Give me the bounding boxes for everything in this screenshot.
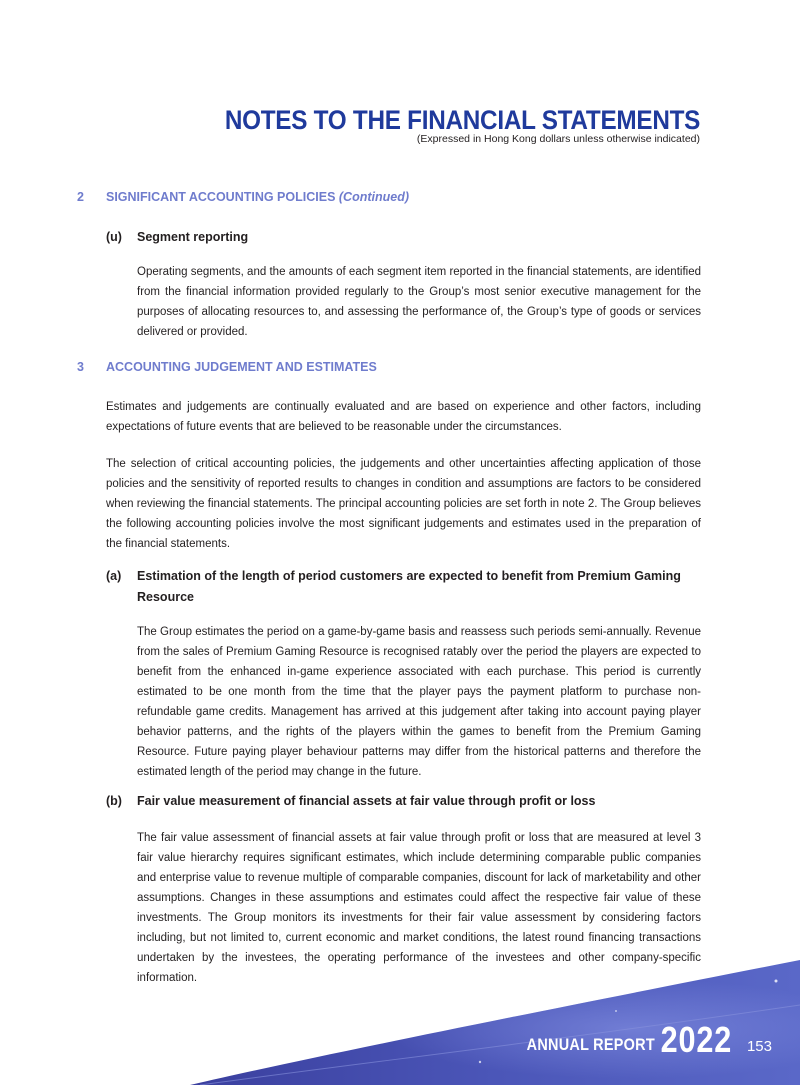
subsection-b-label: (b): [106, 794, 122, 808]
page-number: 153: [746, 1038, 772, 1055]
section-2-continued: (Continued): [338, 190, 410, 204]
section-3-heading: [77, 360, 377, 374]
section-2-number: 2: [77, 190, 84, 204]
footer-year: 2022: [660, 1019, 732, 1060]
subsection-a-label: (a): [106, 569, 122, 583]
section-3-number: 3: [77, 360, 84, 374]
subsection-u-heading: [106, 227, 701, 248]
page-title: NOTES TO THE FINANCIAL STATEMENTS: [224, 105, 700, 135]
subsection-b-title: Fair value measurement of financial assets at fair value through profit or loss: [137, 794, 596, 808]
subsection-u-title: Segment reporting: [137, 230, 249, 244]
estimates-paragraph: Estimates and judgements are continually evaluated and are based on experience and other factors, including expectations of future events that are believed to be reasonable under the circumstances.: [106, 401, 701, 433]
subsection-b-heading: [106, 791, 701, 812]
subsection-u-label: (u): [106, 230, 122, 244]
subsection-a-title: Estimation of the length of period customers are expected to benefit from Premium Gaming Resource: [137, 569, 681, 604]
section-2-heading: [77, 190, 409, 204]
fair-value-paragraph: The fair value assessment of financial assets at fair value through profit or loss that are measured at level 3 fair value hierarchy requires significant estimates, which include determining comparable public companies and enterprise value to revenue multiple of comparable companies, discount for lack of marketability and other assumptions. Changes in these assumptions and estimates could affect the respective fair value of these investments. The Group monitors its investments for their fair value assessment by considering factors including, but not limited to, current economic and market conditions, the latest round financing transactions undertaken by the investees, the operating performance of the investees and other company-specific information.: [137, 832, 701, 984]
footer-wave-graphic: [0, 945, 800, 1085]
subsection-a-heading: [106, 566, 701, 608]
section-2-title: SIGNIFICANT ACCOUNTING POLICIES: [106, 190, 336, 204]
page-subtitle: (Expressed in Hong Kong dollars unless otherwise indicated): [416, 133, 700, 145]
premium-gaming-paragraph: The Group estimates the period on a game-by-game basis and reassess such periods semi-annually. Revenue from the sales of Premium Gaming Resource is recognised ratably over the period the players are expected to benefit from the enhanced in-game experience associated with each purchase. This period is currently estimated to be one month from the time that the player pays the payment platform to purchase non-refundable game credits. Management has arrived at this judgement after taking into account paying player behavior patterns, and the rights of the players within the games to benefit from the Premium Gaming Resource. Future paying player behaviour patterns may differ from the historical patterns and therefore the estimated length of the period may change in the future.: [137, 626, 701, 778]
critical-policies-paragraph: The selection of critical accounting policies, the judgements and other uncertainties affecting application of those policies and the sensitivity of reported results to changes in condition and assumptions are factors to be considered when reviewing the financial statements. The principal accounting policies are set forth in note 2. The Group believes the following accounting policies involve the most significant judgements and estimates used in the preparation of the financial statements.: [106, 458, 701, 550]
segment-reporting-paragraph: Operating segments, and the amounts of each segment item reported in the financial statements, are identified from the financial information provided regularly to the Group’s most senior executive management for the purposes of allocating resources to, and assessing the performance of, the Group’s type of goods or services delivered or provided.: [137, 266, 701, 338]
footer-annual-report-label: ANNUAL REPORT: [526, 1035, 655, 1054]
section-3-title: ACCOUNTING JUDGEMENT AND ESTIMATES: [106, 360, 377, 374]
